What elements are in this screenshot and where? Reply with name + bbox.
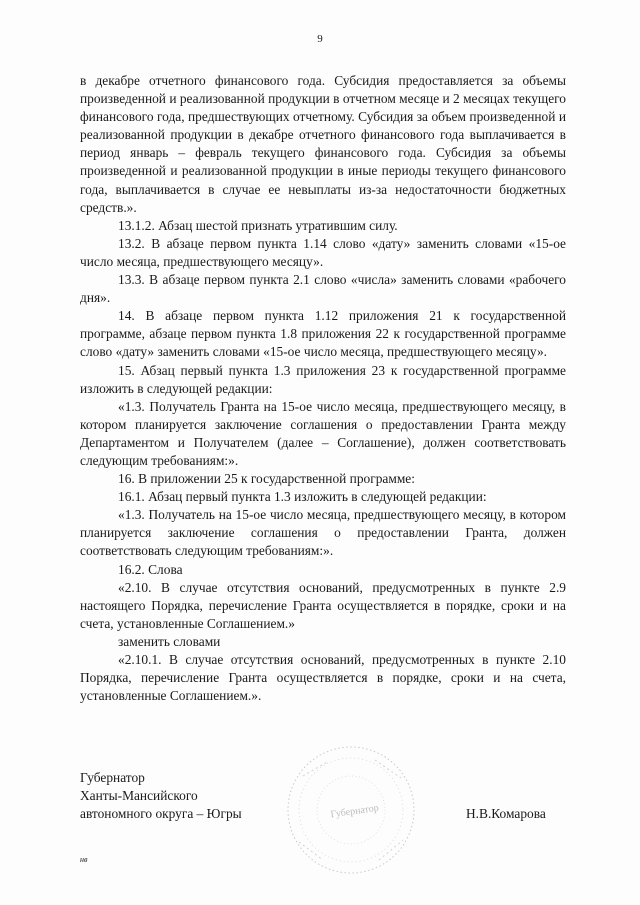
- paragraph-continuation: в декабре отчетного финансового года. Субсидия предоставляется за объемы произведенной и реализованной продукции в отчетном месяце и 2 месяцах текущего финансового года, предшествующих отчетному. Субсидия за объем произведенной и реализованной продукции в декабре отчетного финансового года выплачивается в период январь – февраль текущего финансового года. Субсидия за объемы произведенной и реализованной продукции в иные периоды текущего финансового года, выплачивается в случае ее невыплаты из-за недостаточности бюджетных средств.».: [80, 73, 566, 215]
- official-stamp: [283, 742, 419, 878]
- paragraph-16-1-quote: «1.3. Получатель на 15-ое число месяца, предшествующего месяцу, в котором планируется заключение соглашения о предоставлении Гранта, должен соответствовать следующим требованиям:».: [80, 507, 566, 559]
- paragraph-16-2-old-text: «2.10. В случае отсутствия оснований, предусмотренных в пункте 2.9 настоящего Порядка, перечисление Гранта осуществляется в порядке, сроки и на счета, установленные Соглашением.»: [80, 579, 566, 631]
- paragraph-16-2-new-text: «2.10.1. В случае отсутствия оснований, предусмотренных в пункте 2.10 Порядка, перечисление Гранта осуществляется в порядке, сроки и на счета, установленные Соглашением.».: [80, 652, 566, 704]
- paragraph-14: 14. В абзаце первом пункта 1.12 приложения 21 к государственной программе, абзаце первом пункта 1.8 приложения 22 к государственной программе слово «дату» заменить словами «15-ое число месяца, предшествующего месяцу».: [80, 308, 566, 360]
- paragraph-16-2: 16.2. Слова: [118, 561, 183, 577]
- paragraph-15-quote: «1.3. Получатель Гранта на 15-ое число месяца, предшествующего месяцу, в котором планируется заключение соглашения о предоставлении Гранта между Департаментом и Получателем (далее – Соглашение), должен соответствовать следующим требованиям:».: [80, 398, 566, 468]
- document-body: [80, 72, 566, 705]
- signature-region: Ханты-Мансийского: [80, 788, 198, 804]
- signer-name: Н.В.Комарова: [466, 806, 546, 821]
- page-number: 9: [317, 33, 323, 45]
- signature-title: Губернатор: [80, 770, 145, 785]
- paragraph-replace-with: заменить словами: [118, 633, 221, 649]
- signature-region-cont: автономного округа – Югры: [80, 806, 242, 822]
- stamp-text: Губернатор: [329, 802, 380, 821]
- footer-mark: нв: [80, 855, 88, 864]
- paragraph-13-3: 13.3. В абзаце первом пункта 2.1 слово «числа» заменить словами «рабочего дня».: [80, 272, 566, 306]
- paragraph-13-1-2: 13.1.2. Абзац шестой признать утратившим силу.: [118, 217, 398, 233]
- signature-block: [80, 769, 242, 823]
- paragraph-16: 16. В приложении 25 к государственной программе:: [118, 471, 415, 487]
- paragraph-16-1: 16.1. Абзац первый пункта 1.3 изложить в следующей редакции:: [118, 489, 487, 505]
- paragraph-15: 15. Абзац первый пункта 1.3 приложения 23 к государственной программе изложить в следующей редакции:: [80, 362, 566, 396]
- paragraph-13-2: 13.2. В абзаце первом пункта 1.14 слово «дату» заменить словами «15-ое число месяца, предшествующего месяцу».: [80, 235, 566, 269]
